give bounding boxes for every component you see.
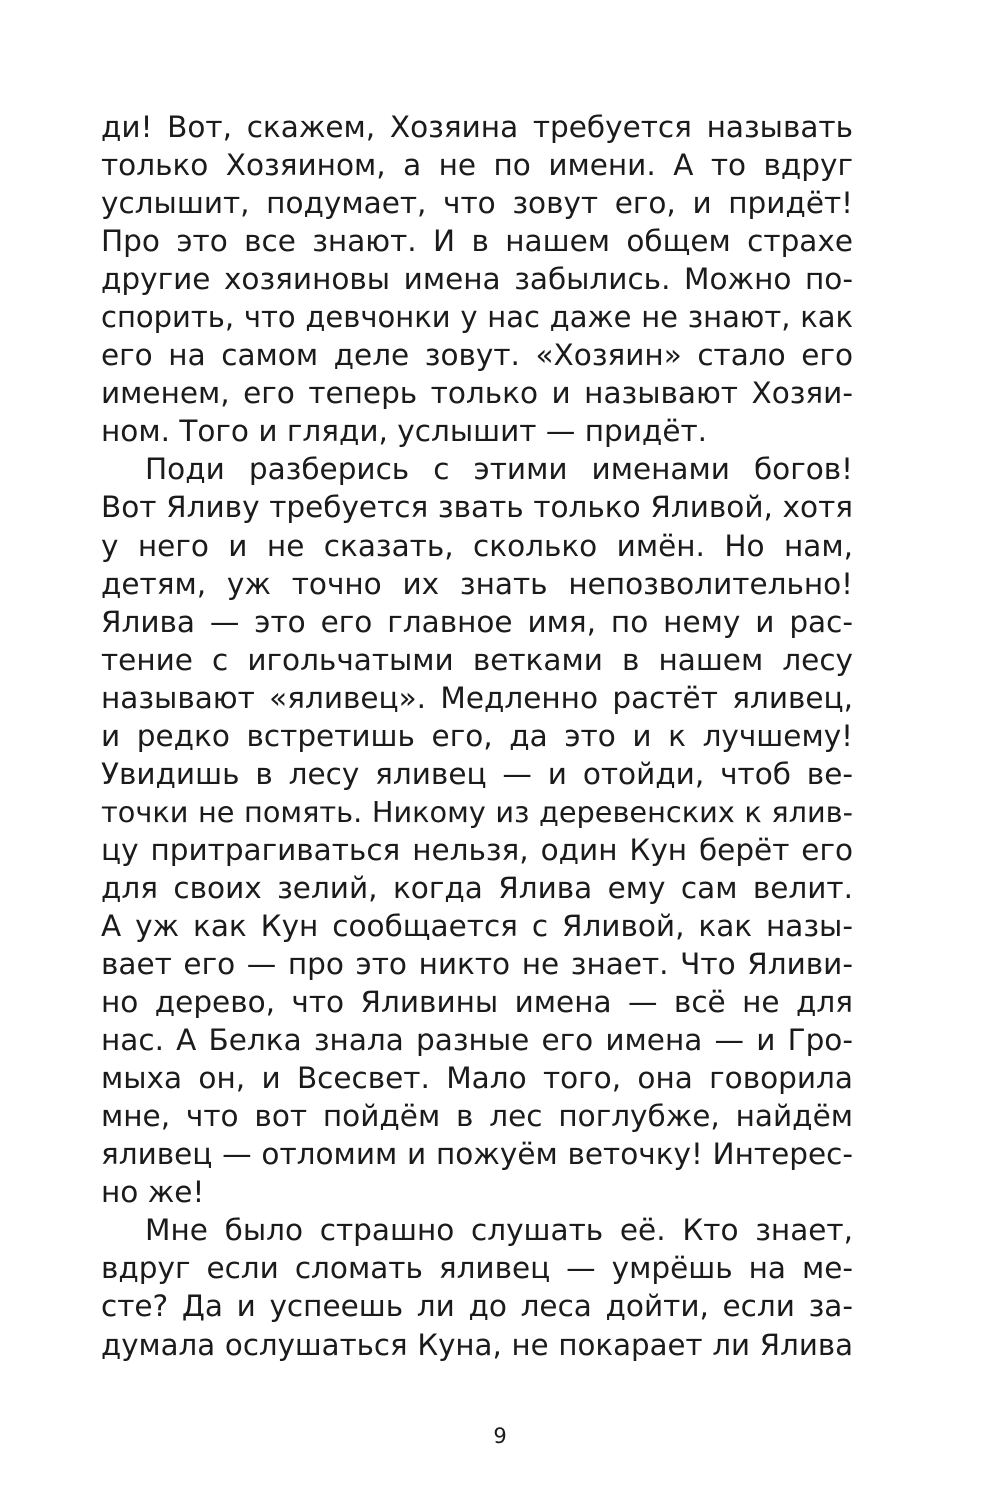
- text-line: А уж как Кун сообщается с Яливой, как назы-: [101, 908, 853, 943]
- text-line: точки не помять. Никому из деревенских к ялив-: [101, 794, 853, 829]
- text-line: только Хозяином, а не по имени. А то вдруг: [101, 148, 853, 183]
- text-line: ном. Того и гляди, услышит — придёт.: [101, 414, 708, 449]
- text-line: Увидишь в лесу яливец — и отойди, чтоб ве-: [101, 756, 853, 791]
- text-line: но дерево, что Яливины имена — всё не для: [101, 985, 853, 1020]
- text-line: мне, что вот пойдём в лес поглубже, найдём: [101, 1099, 853, 1134]
- text-line: Поди разберись с этими именами богов!: [145, 452, 853, 487]
- text-line: услышит, подумает, что зовут его, и придёт!: [101, 186, 853, 221]
- text-line: у него и не сказать, сколько имён. Но нам,: [101, 528, 853, 563]
- text-line: именем, его теперь только и называют Хозяи-: [101, 376, 853, 411]
- body-text: [101, 108, 853, 1364]
- text-line: вает его — про это никто не знает. Что Яливи-: [101, 947, 853, 982]
- text-line: думала ослушаться Куна, не покарает ли Ялива: [101, 1327, 853, 1362]
- text-line: Вот Яливу требуется звать только Яливой, хотя: [101, 490, 853, 525]
- text-line: ди! Вот, скажем, Хозяина требуется называть: [101, 110, 853, 144]
- text-line: Про это все знают. И в нашем общем страхе: [101, 224, 853, 259]
- page-number: 9: [493, 1424, 507, 1448]
- text-line: яливец — отломим и пожуём веточку! Интерес-: [101, 1137, 853, 1172]
- text-line: Мне было страшно слушать её. Кто знает,: [145, 1213, 853, 1248]
- text-line: но же!: [101, 1175, 205, 1210]
- text-line: Ялива — это его главное имя, по нему и рас-: [101, 604, 853, 639]
- text-line: тение с игольчатыми ветками в нашем лесу: [101, 642, 853, 677]
- text-line: спорить, что девчонки у нас даже не знают, как: [101, 300, 853, 335]
- text-line: мыха он, и Всесвет. Мало того, она говорила: [101, 1061, 853, 1096]
- text-line: нас. А Белка знала разные его имена — и Гро-: [101, 1023, 853, 1058]
- text-line: другие хозяиновы имена забылись. Можно по-: [101, 262, 853, 297]
- text-line: его на самом деле зовут. «Хозяин» стало его: [101, 338, 853, 373]
- text-line: вдруг если сломать яливец — умрёшь на ме-: [101, 1251, 853, 1286]
- text-line: для своих зелий, когда Ялива ему сам велит.: [101, 870, 853, 905]
- text-line: цу притрагиваться нельзя, один Кун берёт его: [101, 832, 853, 867]
- text-line: называют «яливец». Медленно растёт яливец,: [101, 680, 853, 715]
- text-line: сте? Да и успеешь ли до леса дойти, если за-: [101, 1289, 853, 1324]
- text-line: детям, уж точно их знать непозволительно!: [101, 566, 853, 601]
- text-line: и редко встретишь его, да это и к лучшему!: [101, 718, 853, 753]
